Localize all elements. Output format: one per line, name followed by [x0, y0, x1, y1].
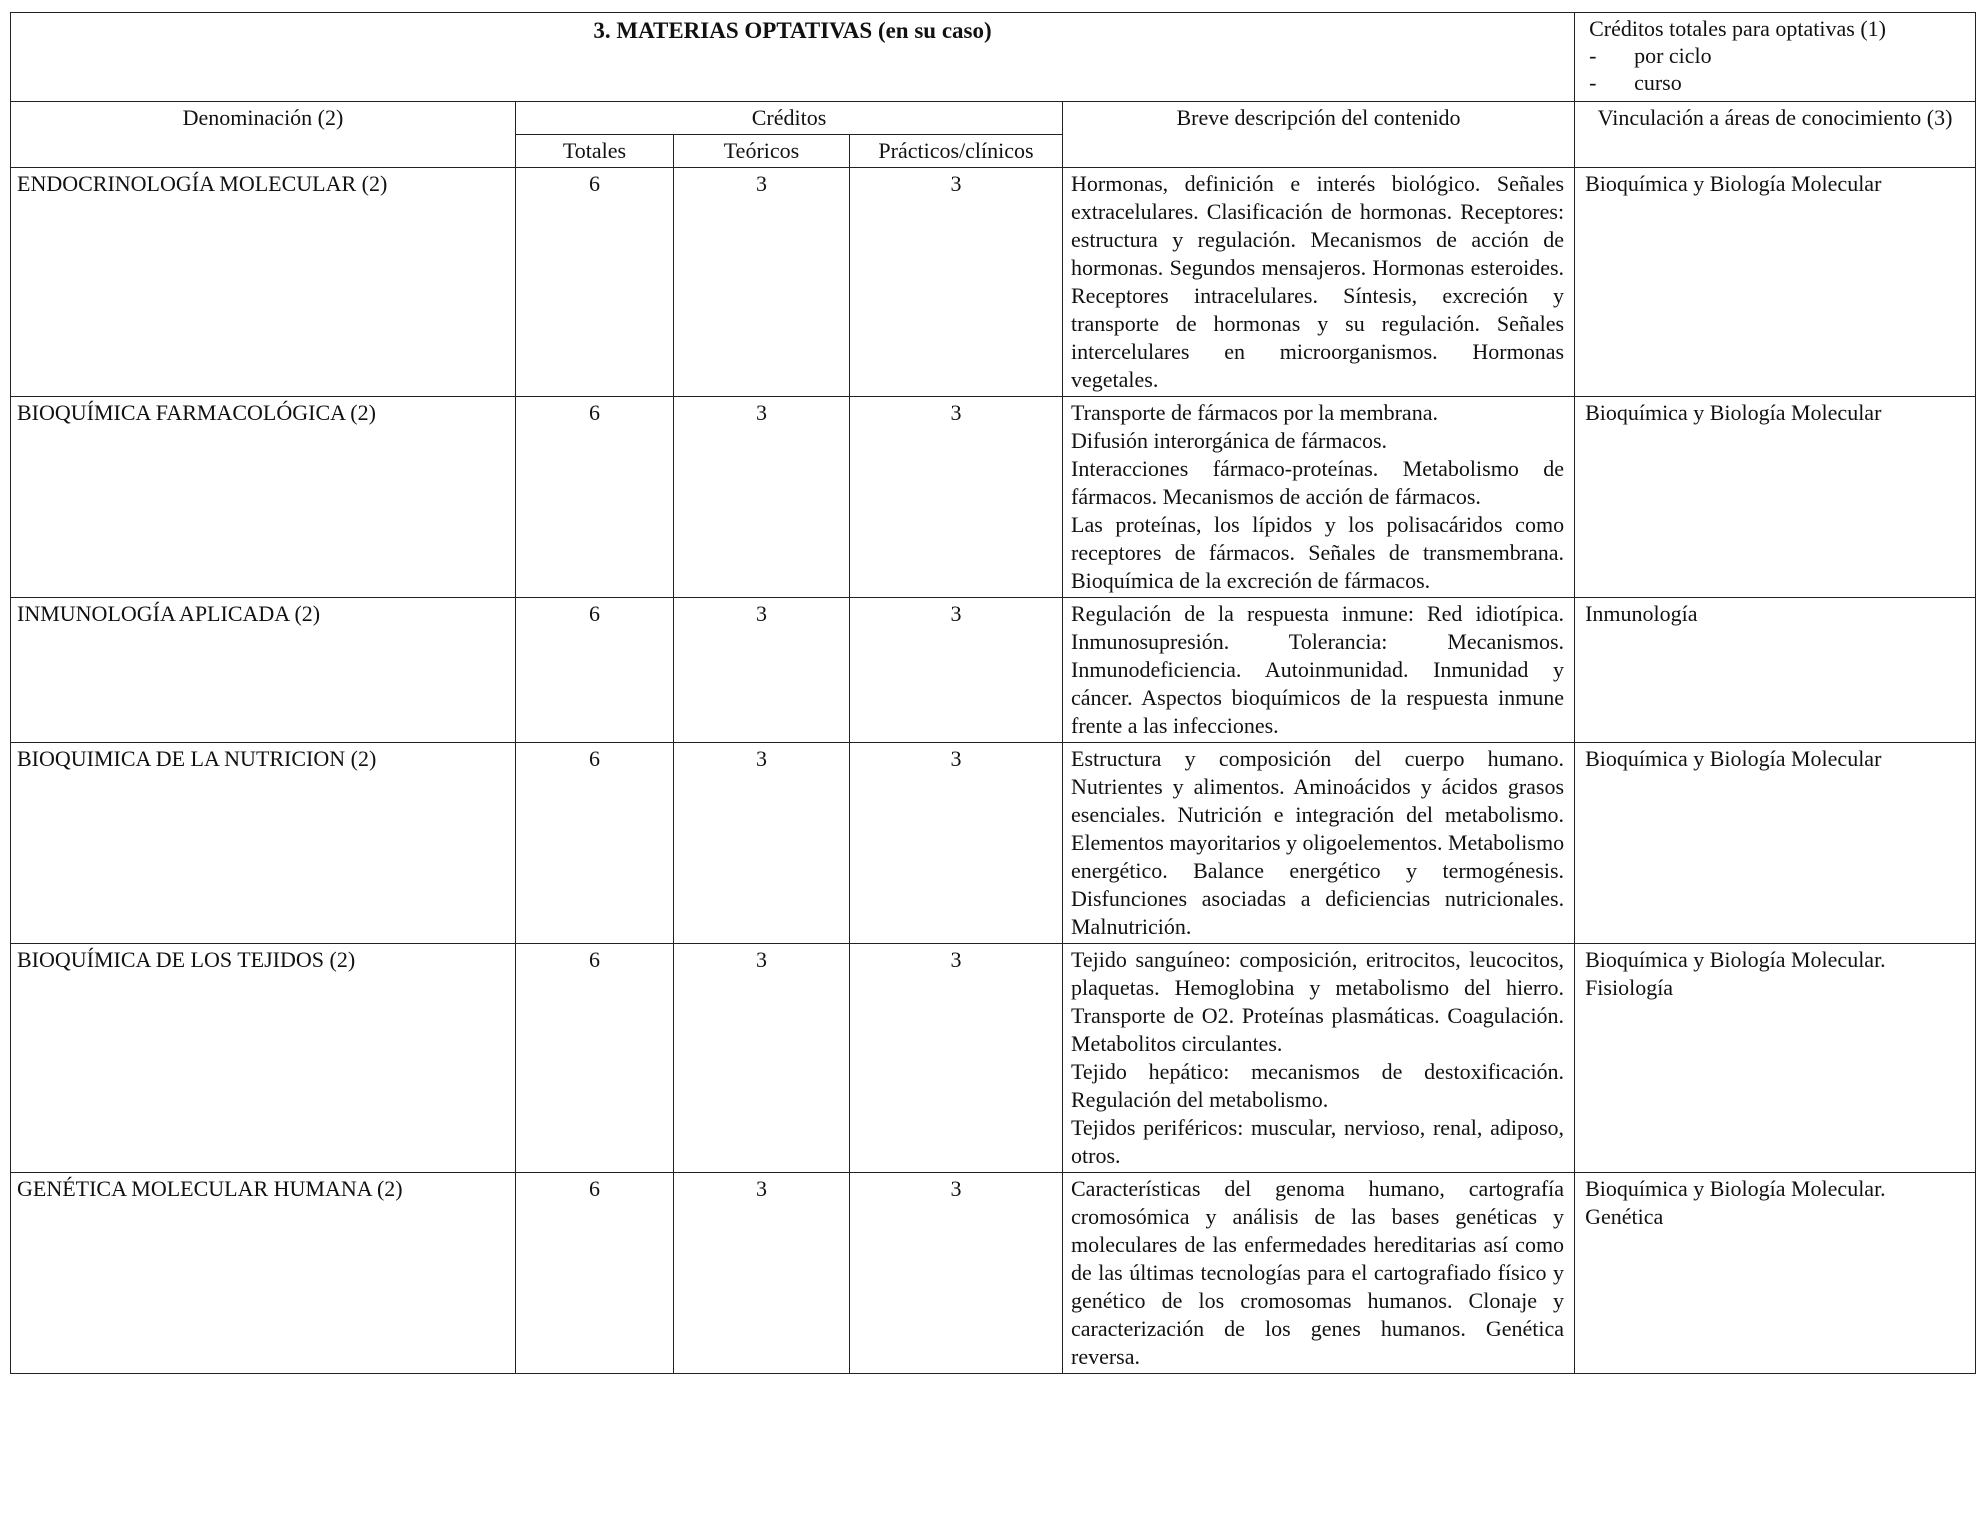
credits-item-label: curso [1634, 70, 1682, 95]
knowledge-area-line: Bioquímica y Biología Molecular. [1585, 1176, 1886, 1201]
credits-teoricos: 3 [674, 598, 850, 743]
credits-totales: 6 [516, 944, 674, 1173]
column-header-vinculacion: Vinculación a áreas de conocimiento (3) [1575, 102, 1976, 168]
column-header-descripcion: Breve descripción del contenido [1063, 102, 1575, 168]
knowledge-area-line: Bioquímica y Biología Molecular [1585, 746, 1882, 771]
credits-totales: 6 [516, 397, 674, 598]
credits-teoricos: 3 [674, 1173, 850, 1374]
description-paragraph: Hormonas, definición e interés biológico. Señales extracelulares. Clasificación de hormonas. Receptores: estructura y regulación. Mecanismos de acción de hormonas. Segundos mensajeros. Hormonas esteroides. Receptores intracelulares. Síntesis, excreción y transporte de hormonas y su regulación. Señales intercelulares en microorganismos. Hormonas vegetales. [1071, 171, 1565, 392]
credits-practicos: 3 [850, 743, 1063, 944]
credits-item-dash: - [1589, 70, 1597, 95]
column-header-row [11, 102, 1976, 135]
subject-rows [11, 168, 1976, 1374]
subject-description [1063, 168, 1575, 397]
description-paragraph: Tejido hepático: mecanismos de destoxificación. Regulación del metabolismo. [1071, 1059, 1565, 1112]
column-header-creditos: Créditos [516, 102, 1063, 135]
credits-practicos: 3 [850, 1173, 1063, 1374]
subject-name: BIOQUIMICA DE LA NUTRICION (2) [11, 743, 516, 944]
credits-totales: 6 [516, 168, 674, 397]
subject-name: BIOQUÍMICA DE LOS TEJIDOS (2) [11, 944, 516, 1173]
credits-teoricos: 3 [674, 397, 850, 598]
credits-teoricos: 3 [674, 944, 850, 1173]
description-paragraph: Difusión interorgánica de fármacos. [1071, 428, 1388, 453]
table-row [11, 168, 1976, 397]
document-page [10, 12, 1975, 1374]
credits-totales: 6 [516, 743, 674, 944]
table-row [11, 944, 1976, 1173]
credits-item [1589, 69, 1967, 96]
table-row [11, 397, 1976, 598]
credits-item-label: por ciclo [1634, 43, 1712, 68]
title-row [11, 13, 1976, 102]
column-header-totales: Totales [516, 135, 674, 168]
description-paragraph: Transporte de fármacos por la membrana. [1071, 400, 1438, 425]
credits-practicos: 3 [850, 397, 1063, 598]
credits-teoricos: 3 [674, 168, 850, 397]
credits-item-dash: - [1589, 43, 1597, 68]
subject-name: GENÉTICA MOLECULAR HUMANA (2) [11, 1173, 516, 1374]
description-paragraph: Estructura y composición del cuerpo humano. Nutrientes y alimentos. Aminoácidos y ácidos grasos esenciales. Nutrición e integración del metabolismo. Elementos mayoritarios y oligoelementos. Metabolismo energético. Balance energético y termogénesis. Disfunciones asociadas a deficiencias nutricionales. Malnutrición. [1071, 746, 1565, 939]
subject-description [1063, 944, 1575, 1173]
credits-practicos: 3 [850, 598, 1063, 743]
description-paragraph: Las proteínas, los lípidos y los polisacáridos como receptores de fármacos. Señales de transmembrana. Bioquímica de la excreción de fármacos. [1071, 512, 1565, 593]
credits-teoricos: 3 [674, 743, 850, 944]
description-paragraph: Características del genoma humano, cartografía cromosómica y análisis de las bases genéticas y moleculares de las enfermedades hereditarias así como de las últimas tecnologías para el cartografiado físico y genético de los cromosomas humanos. Clonaje y caracterización de los genes humanos. Genética reversa. [1071, 1176, 1565, 1369]
column-header-practicos: Prácticos/clínicos [850, 135, 1063, 168]
knowledge-area [1575, 944, 1976, 1173]
knowledge-area-line: Inmunología [1585, 601, 1698, 626]
knowledge-area-line: Genética [1585, 1204, 1664, 1229]
credits-practicos: 3 [850, 168, 1063, 397]
optional-subjects-table [10, 12, 1976, 1374]
subject-name: ENDOCRINOLOGÍA MOLECULAR (2) [11, 168, 516, 397]
subject-description [1063, 1173, 1575, 1374]
knowledge-area-line: Bioquímica y Biología Molecular. [1585, 947, 1886, 972]
knowledge-area [1575, 397, 1976, 598]
table-row [11, 743, 1976, 944]
credits-totales: 6 [516, 1173, 674, 1374]
knowledge-area-line: Bioquímica y Biología Molecular [1585, 400, 1882, 425]
column-header-teoricos: Teóricos [674, 135, 850, 168]
subject-description [1063, 397, 1575, 598]
description-paragraph: Tejidos periféricos: muscular, nervioso, renal, adiposo, otros. [1071, 1115, 1565, 1168]
credits-item [1589, 42, 1967, 69]
knowledge-area [1575, 1173, 1976, 1374]
subject-name: BIOQUÍMICA FARMACOLÓGICA (2) [11, 397, 516, 598]
description-paragraph: Regulación de la respuesta inmune: Red idiotípica. Inmunosupresión. Tolerancia: Mecanismos. Inmunodeficiencia. Autoinmunidad. Inmunidad y cáncer. Aspectos bioquímicos de la respuesta inmune frente a las infecciones. [1071, 601, 1565, 738]
subject-description [1063, 743, 1575, 944]
knowledge-area-line: Bioquímica y Biología Molecular [1585, 171, 1882, 196]
knowledge-area [1575, 743, 1976, 944]
credits-practicos: 3 [850, 944, 1063, 1173]
table-row [11, 598, 1976, 743]
column-header-denominacion: Denominación (2) [11, 102, 516, 168]
credits-totales: 6 [516, 598, 674, 743]
subject-name: INMUNOLOGÍA APLICADA (2) [11, 598, 516, 743]
knowledge-area [1575, 168, 1976, 397]
credits-total-label: Créditos totales para optativas (1) [1589, 16, 1886, 41]
description-paragraph: Interacciones fármaco-proteínas. Metabolismo de fármacos. Mecanismos de acción de fármacos. [1071, 456, 1565, 509]
knowledge-area [1575, 598, 1976, 743]
description-paragraph: Tejido sanguíneo: composición, eritrocitos, leucocitos, plaquetas. Hemoglobina y metabolismo del hierro. Transporte de O2. Proteínas plasmáticas. Coagulación. Metabolitos circulantes. [1071, 947, 1565, 1056]
table-row [11, 1173, 1976, 1374]
section-title: 3. MATERIAS OPTATIVAS (en su caso) [11, 13, 1575, 102]
credits-total-cell [1575, 13, 1976, 102]
subject-description [1063, 598, 1575, 743]
knowledge-area-line: Fisiología [1585, 975, 1674, 1000]
